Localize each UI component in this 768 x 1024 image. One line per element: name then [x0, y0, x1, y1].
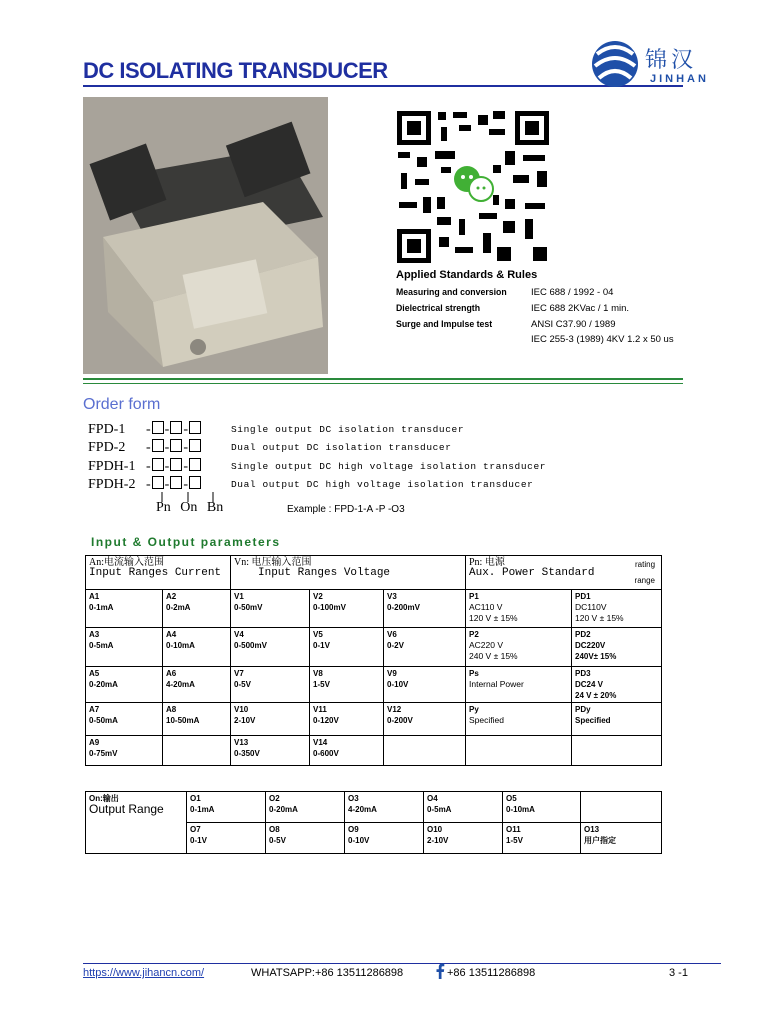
cell-code: O5 [506, 794, 517, 803]
cell-value: 0-20mA [89, 680, 118, 689]
table-row [86, 667, 662, 703]
standard-value: IEC 255-3 (1989) 4KV 1.2 x 50 us [531, 334, 674, 345]
cell-code: O9 [348, 825, 359, 834]
table-cell [310, 590, 384, 628]
table-cell [581, 792, 662, 823]
cell-value: 0-10V [387, 680, 409, 689]
table-cell [163, 736, 231, 766]
cell-value: 1-5V [506, 836, 523, 845]
table-row [86, 703, 662, 736]
cell-value: DC24 V [575, 680, 604, 689]
cell-value: DC220V [575, 641, 606, 650]
cell-code: A3 [89, 630, 100, 639]
cell-code: A9 [89, 738, 100, 747]
table-cell [345, 823, 424, 854]
cell-value: 0-1mA [89, 603, 114, 612]
model-code-row: FPDH-1 - - - [88, 458, 202, 475]
standard-value: IEC 688 / 1992 - 04 [531, 287, 614, 298]
table-cell [231, 667, 310, 703]
table-cell [466, 703, 572, 736]
code-box [189, 476, 201, 489]
table-header-row [86, 556, 662, 590]
table-cell [187, 792, 266, 823]
standards-title: Applied Standards & Rules [396, 269, 538, 281]
model-code: FPDH-2 [88, 477, 136, 492]
cell-value: Specified [575, 716, 611, 725]
table-cell [503, 823, 581, 854]
cell-code: Ps [469, 669, 479, 678]
table-cell [466, 628, 572, 667]
output-label-en: Output Range [89, 802, 164, 816]
code-box [189, 458, 201, 471]
cell-code: O8 [269, 825, 280, 834]
output-ranges-table [85, 791, 662, 854]
page-title: DC ISOLATING TRANSDUCER [83, 58, 388, 83]
table-cell [466, 736, 572, 766]
table-cell [572, 667, 662, 703]
cell-code: V11 [313, 705, 327, 714]
cell-value: 0-50mV [234, 603, 263, 612]
cell-code: O10 [427, 825, 443, 834]
model-description: Single output DC high voltage isolation transducer [231, 461, 547, 472]
table-cell [310, 703, 384, 736]
table-cell [466, 667, 572, 703]
code-box [152, 439, 164, 452]
table-cell [231, 703, 310, 736]
facebook-icon[interactable] [435, 963, 445, 979]
cell-value: 10-50mA [166, 716, 200, 725]
cell-value: 用户指定 [584, 836, 616, 845]
code-box [152, 421, 164, 434]
cell-code: A6 [166, 669, 177, 678]
table-cell [503, 792, 581, 823]
table-cell [163, 703, 231, 736]
table-row [86, 590, 662, 628]
cell-value: 0-5V [269, 836, 286, 845]
cell-code: O4 [427, 794, 438, 803]
cell-value: 0-2V [387, 641, 404, 650]
table-cell [163, 590, 231, 628]
model-code-row: FPD-2 - - - [88, 439, 202, 456]
io-parameters-heading: Input & Output parameters [91, 535, 281, 549]
cell-code: V7 [234, 669, 244, 678]
table-cell [231, 628, 310, 667]
cell-value: 4-20mA [166, 680, 195, 689]
table-row [86, 736, 662, 766]
cell-code: V9 [387, 669, 397, 678]
cell-value: 120 V ± 15% [469, 613, 518, 623]
voltage-header-en: Input Ranges Voltage [258, 567, 391, 579]
table-cell [384, 703, 466, 736]
website-link[interactable]: https://www.jihancn.com/ [83, 967, 205, 979]
table-cell [310, 667, 384, 703]
cell-value: 0-75mV [89, 749, 118, 758]
code-box [152, 476, 164, 489]
cell-value: 2-10V [234, 716, 256, 725]
cell-code: O2 [269, 794, 280, 803]
model-code-row: FPDH-2 - - - [88, 476, 202, 493]
cell-value: Internal Power [469, 679, 524, 689]
cell-value: 1-5V [313, 680, 330, 689]
cell-value: 0-500mV [234, 641, 267, 650]
current-header-en: Input Ranges Current [89, 567, 222, 579]
cell-code: A4 [166, 630, 177, 639]
cell-value: 0-1mA [190, 805, 215, 814]
voltage-header-cell [231, 556, 466, 590]
cell-value: AC220 V [469, 640, 504, 650]
table-cell [424, 792, 503, 823]
table-cell [86, 590, 163, 628]
order-form-heading: Order form [83, 396, 161, 413]
code-box [189, 421, 201, 434]
cell-code: V5 [313, 630, 323, 639]
model-code-row: FPD-1 - - - [88, 421, 202, 438]
table-cell [384, 736, 466, 766]
cell-value: 0-100mV [313, 603, 346, 612]
cell-value: 24 V ± 20% [575, 691, 617, 700]
table-cell [231, 590, 310, 628]
cell-code: V6 [387, 630, 397, 639]
section-divider [83, 383, 683, 384]
model-code: FPD-1 [88, 422, 126, 437]
whatsapp-contact: WHATSAPP:+86 13511286898 [251, 967, 404, 979]
cell-value: 0-200mV [387, 603, 420, 612]
cell-value: 0-20mA [269, 805, 298, 814]
cell-code: V12 [387, 705, 402, 714]
table-cell [424, 823, 503, 854]
cell-code: A1 [89, 592, 100, 601]
cell-value: 0-10V [348, 836, 370, 845]
cell-value: 120 V ± 15% [575, 613, 624, 623]
cell-value: DC110V [575, 602, 607, 612]
code-box [170, 421, 182, 434]
table-cell [86, 703, 163, 736]
cell-code: PD3 [575, 669, 591, 678]
code-box [152, 458, 164, 471]
cell-value: 0-50mA [89, 716, 118, 725]
cell-code: O13 [584, 825, 600, 834]
cell-code: V1 [234, 592, 244, 601]
cell-code: V14 [313, 738, 328, 747]
table-cell [581, 823, 662, 854]
input-ranges-table [85, 555, 662, 766]
cell-code: O11 [506, 825, 521, 834]
current-header-cn: An:电流输入范围 [89, 557, 164, 568]
code-box [170, 439, 182, 452]
cell-value: AC110 V [469, 602, 503, 612]
cell-code: O1 [190, 794, 201, 803]
cell-code: P1 [469, 592, 479, 601]
cell-value: 4-20mA [348, 805, 377, 814]
cell-value: 0-2mA [166, 603, 191, 612]
rating-label: rating [635, 560, 656, 569]
order-example: Example : FPD-1-A -P -O3 [287, 504, 405, 515]
cell-code: Py [469, 705, 479, 714]
page-number: 3 -1 [669, 967, 688, 979]
table-cell [384, 667, 466, 703]
cell-value: 2-10V [427, 836, 449, 845]
code-labels: Pn On Bn [156, 500, 224, 515]
code-box [189, 439, 201, 452]
cell-code: V13 [234, 738, 249, 747]
cell-value: 0-1V [190, 836, 207, 845]
cell-code: A2 [166, 592, 177, 601]
cell-code: V4 [234, 630, 244, 639]
cell-value: 240 V ± 15% [469, 651, 518, 661]
section-divider [83, 378, 683, 380]
table-cell [187, 823, 266, 854]
model-code: FPD-2 [88, 440, 126, 455]
table-cell [86, 628, 163, 667]
power-header-cell [466, 556, 662, 590]
table-cell [231, 736, 310, 766]
cell-value: 0-10mA [166, 641, 195, 650]
table-cell [572, 628, 662, 667]
cell-code: P2 [469, 630, 479, 639]
table-cell [310, 736, 384, 766]
cell-value: 0-120V [313, 716, 339, 725]
cell-code: PDy [575, 705, 591, 714]
cell-value: 0-200V [387, 716, 413, 725]
current-header-cell [86, 556, 231, 590]
cell-code: A8 [166, 705, 177, 714]
model-description: Single output DC isolation transducer [231, 424, 465, 435]
power-header-en: Aux. Power Standard [469, 567, 595, 579]
qr-code [393, 107, 553, 267]
table-cell [572, 703, 662, 736]
cell-value: 0-5mA [427, 805, 452, 814]
cell-value: 0-1V [313, 641, 330, 650]
table-row [86, 792, 662, 823]
cell-value: 0-5V [234, 680, 251, 689]
table-cell [345, 792, 424, 823]
cell-code: V3 [387, 592, 397, 601]
table-cell [163, 628, 231, 667]
range-label: range [634, 576, 656, 585]
cell-value: 0-350V [234, 749, 260, 758]
voltage-header-cn: Vn: 电压输入范围 [234, 557, 312, 568]
cell-code: A5 [89, 669, 100, 678]
table-cell [86, 667, 163, 703]
logo-chinese-text: 锦汉 [645, 47, 698, 72]
model-description: Dual output DC isolation transducer [231, 442, 452, 453]
model-code: FPDH-1 [88, 459, 136, 474]
facebook-contact: +86 13511286898 [447, 967, 536, 979]
cell-code: O7 [190, 825, 201, 834]
table-cell [266, 823, 345, 854]
standard-value: ANSI C37.90 / 1989 [531, 319, 616, 330]
table-cell [572, 736, 662, 766]
cell-value: 0-5mA [89, 641, 114, 650]
standard-label: Surge and Impulse test [396, 319, 493, 330]
cell-code: V2 [313, 592, 323, 601]
power-header-cn: Pn: 电源 [469, 557, 505, 568]
logo-english-text: JINHAN [650, 73, 709, 85]
cell-code: O3 [348, 794, 359, 803]
cell-code: V10 [234, 705, 249, 714]
code-box [170, 476, 182, 489]
standard-label: Measuring and conversion [396, 287, 507, 298]
table-cell [572, 590, 662, 628]
standard-value: IEC 688 2KVac / 1 min. [531, 303, 630, 314]
table-cell [310, 628, 384, 667]
cell-value: Specified [469, 715, 504, 725]
output-label-cn: On:输出 [89, 794, 119, 803]
cell-code: A7 [89, 705, 100, 714]
table-cell [266, 792, 345, 823]
table-cell [384, 628, 466, 667]
cell-value: 0-600V [313, 749, 339, 758]
cell-value: 240V± 15% [575, 652, 617, 661]
table-cell [384, 590, 466, 628]
cell-code: PD2 [575, 630, 591, 639]
table-cell [86, 736, 163, 766]
cell-value: 0-10mA [506, 805, 535, 814]
product-photo [83, 97, 328, 374]
output-label-cell [86, 792, 187, 854]
table-row [86, 628, 662, 667]
code-box [170, 458, 182, 471]
cell-code: PD1 [575, 592, 591, 601]
standard-label: Dielectrical strength [396, 303, 481, 314]
footer-rule [83, 963, 721, 964]
model-description: Dual output DC high voltage isolation transducer [231, 479, 534, 490]
table-cell [466, 590, 572, 628]
cell-code: V8 [313, 669, 323, 678]
table-cell [163, 667, 231, 703]
